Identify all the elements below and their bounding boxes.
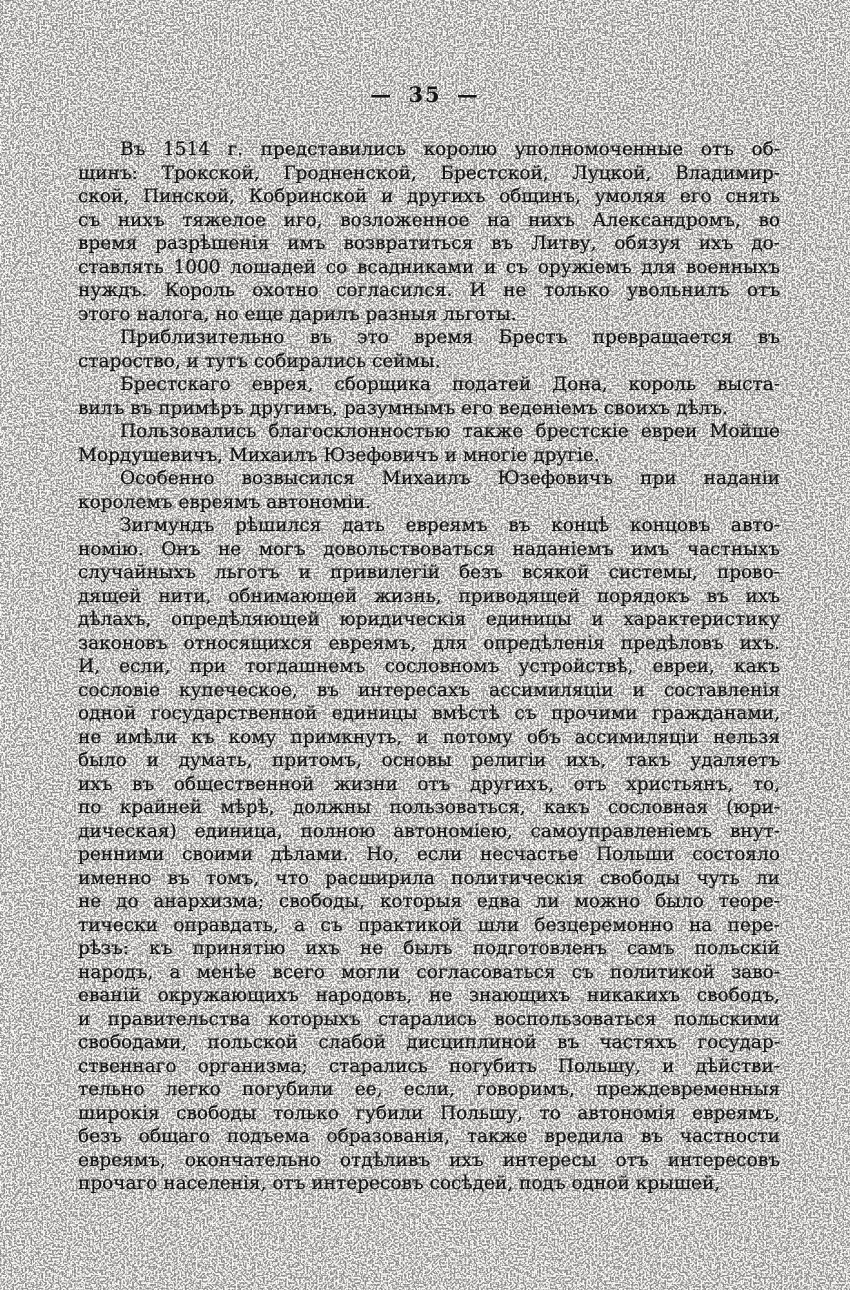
paragraph <box>78 467 780 514</box>
text-line: вилъ въ примѣръ другимъ, разумнымъ его веденіемъ своихъ дѣлъ. <box>78 397 729 419</box>
text-line: прочаго населенія, отъ интересовъ сосѣдей, подъ одной крышей, <box>78 1173 721 1194</box>
text-line: Въ 1514 г. представились королю уполномоченные отъ об- <box>120 139 780 160</box>
text-line: не до анархизма; свободы, которыя едва ли можно было теоре- <box>78 891 780 912</box>
text-line: дѣлахъ, опредѣляющей юридическія единицы и характеристику <box>78 609 780 630</box>
text-line: народъ, а менѣе всего могли согласоваться съ политикой заво- <box>78 961 780 983</box>
text-line: сословіе купеческое, въ интересахъ ассимиляціи и составленія <box>78 679 780 701</box>
text-line: по крайней мѣрѣ, должны пользоваться, какъ сословная (юри- <box>78 797 780 818</box>
text-line: было и думать, притомъ, основы религіи ихъ, такъ удаляетъ <box>78 750 780 771</box>
paragraph <box>78 326 780 373</box>
text-line: этого налога, но еще дарилъ разныя льготы. <box>78 303 517 325</box>
text-line: не имѣли къ кому примкнуть, и потому объ ассимиляціи нельзя <box>78 726 780 748</box>
text-line: тически оправдать, а съ практикой шли безцеремонно на пере- <box>78 914 780 936</box>
text-line: ственнаго организма; старались погубить Польшу, и дѣйстви- <box>78 1055 780 1077</box>
text-line: Мордушевичъ, Михаилъ Юзефовичъ и многіе другіе. <box>78 444 600 466</box>
text-line: ихъ въ общественной жизни отъ другихъ, отъ христьянъ, то, <box>78 773 780 795</box>
page-number: — 35 — <box>370 82 480 107</box>
page-text <box>78 138 780 1196</box>
text-line: тельно легко погубили ее, если, говоримъ, преждевременныя <box>78 1079 780 1100</box>
text-line: одной государственной единицы вмѣстѣ съ прочими гражданами, <box>78 703 780 724</box>
text-line: и правительства которыхъ старались воспользоваться польскими <box>78 1008 780 1030</box>
paragraph <box>78 373 780 420</box>
text-line: рѣзъ: къ принятію ихъ не былъ подготовленъ самъ польскій <box>78 938 780 959</box>
text-line: королемъ евреямъ автономіи. <box>78 491 372 513</box>
text-line: время разрѣшенія имъ возвратиться въ Литву, обязуя ихъ до- <box>78 233 780 254</box>
text-line: законовъ относящихся евреямъ, для опредѣленія предѣловъ ихъ. <box>78 632 780 654</box>
text-line: староство, и тутъ собирались сеймы. <box>78 350 441 372</box>
text-line: свободами, польской слабой дисциплиной въ частяхъ государ- <box>78 1032 780 1053</box>
text-line: номію. Онъ не могъ довольствоваться наданіемъ имъ частныхъ <box>78 538 780 560</box>
text-line: Зигмундъ рѣшился дать евреямъ въ концѣ концовъ авто- <box>120 515 780 536</box>
text-line: Особенно возвысился Михаилъ Юзефовичъ при наданіи <box>120 468 780 489</box>
text-line: Брестскаго еврея, сборщика податей Дона, король выста- <box>120 374 780 395</box>
text-line: дящей нити, обнимающей жизнь, приводящей порядокъ въ ихъ <box>78 585 780 607</box>
text-line: щинъ: Трокской, Гродненской, Брестской, Луцкой, Владимир- <box>78 162 780 184</box>
paragraph <box>78 514 780 1196</box>
text-line: широкія свободы только губили Польшу, то автономія евреямъ, <box>78 1102 780 1124</box>
text-line: именно въ томъ, что расширила политическія свободы чуть ли <box>78 867 780 889</box>
text-line: съ нихъ тяжелое иго, возложенное на нихъ Александромъ, во <box>78 209 780 231</box>
text-line: ской, Пинской, Кобринской и другихъ общинъ, умоляя его снять <box>78 186 780 207</box>
text-line: Пользовались благосклонностью также брестскіе евреи Мойше <box>120 421 780 442</box>
text-line: И, если, при тогдашнемъ сословномъ устройствѣ, евреи, какъ <box>78 656 780 677</box>
text-line: дическая) единица, полною автономіею, самоуправленіемъ внут- <box>78 820 780 842</box>
text-line: случайныхъ льготъ и привилегій безъ всякой системы, прово- <box>78 562 780 583</box>
text-line: ставлять 1000 лошадей со всадниками и съ оружіемъ для военныхъ <box>78 256 780 278</box>
text-line: безъ общаго подъема образованія, также вредила въ частности <box>78 1126 780 1147</box>
text-line: евреямъ, окончательно отдѣливъ ихъ интересы отъ интересовъ <box>78 1149 780 1171</box>
text-line: нуждъ. Король охотно согласился. И не только увольнилъ отъ <box>78 280 780 301</box>
paragraph <box>78 420 780 467</box>
text-line: Приблизительно въ это время Брестъ превращается въ <box>120 327 780 348</box>
text-line: еваній окружающихъ народовъ, не знающихъ никакихъ свободъ, <box>78 985 780 1006</box>
text-line: ренними своими дѣлами. Но, если несчастье Польши состояло <box>78 844 780 865</box>
paragraph <box>78 138 780 326</box>
